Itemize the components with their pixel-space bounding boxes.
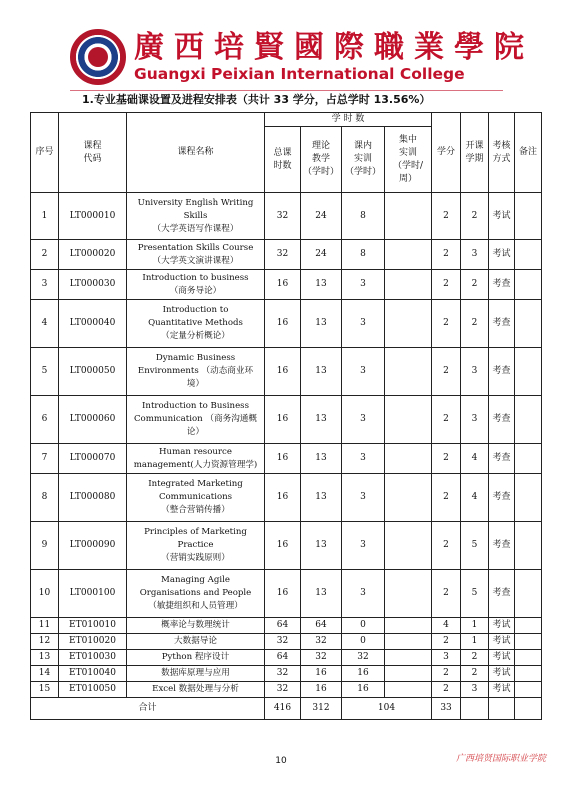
row-course-code: LT000090 [59,522,127,570]
row-semester: 3 [461,240,489,270]
row-theory-hours: 13 [301,444,342,474]
row-seq: 9 [31,522,59,570]
row-assessment: 考试 [489,650,515,666]
row-semester: 4 [461,474,489,522]
row-theory-hours: 13 [301,396,342,444]
row-assessment: 考试 [489,666,515,682]
section-title: 1.专业基础课设置及进程安排表（共计 33 学分，占总学时 13.56%） [82,93,431,106]
row-seq: 13 [31,650,59,666]
row-remarks [515,444,542,474]
row-seq: 10 [31,570,59,618]
header-hours-group: 学 时 数 [265,113,432,127]
row-seq: 1 [31,193,59,240]
table-row [31,618,542,634]
row-remarks [515,474,542,522]
row-intensive-training [385,240,432,270]
row-lab-hours: 0 [342,634,385,650]
row-course-name: Managing Agile Organisations and People （敏捷组织和人员管理） [127,570,265,618]
row-course-name: Python 程序设计 [127,650,265,666]
table-row [31,300,542,348]
table-row [31,240,542,270]
row-theory-hours: 64 [301,618,342,634]
course-schedule-table [30,112,542,720]
row-course-name: Introduction to Business Communication （商务沟通概 论） [127,396,265,444]
college-header [70,28,534,86]
row-course-code: ET010040 [59,666,127,682]
row-intensive-training [385,348,432,396]
header-remarks: 备注 [515,113,542,193]
row-total-hours: 16 [265,300,301,348]
seal-center-emblem [88,47,108,67]
college-name-chinese: 廣西培賢國際職業學院 [134,30,534,65]
row-semester: 5 [461,570,489,618]
row-seq: 15 [31,682,59,698]
row-total-hours: 32 [265,634,301,650]
row-intensive-training [385,618,432,634]
row-credits: 3 [432,650,461,666]
header-course-name: 课程名称 [127,113,265,193]
row-intensive-training [385,634,432,650]
row-remarks [515,618,542,634]
row-total-hours: 16 [265,444,301,474]
row-semester: 2 [461,666,489,682]
row-credits: 2 [432,682,461,698]
row-total-hours: 32 [265,240,301,270]
row-total-hours: 32 [265,666,301,682]
row-course-code: ET010050 [59,682,127,698]
row-semester: 3 [461,348,489,396]
table-row [31,666,542,682]
row-seq: 4 [31,300,59,348]
row-seq: 12 [31,634,59,650]
row-total-hours: 64 [265,618,301,634]
row-semester: 5 [461,522,489,570]
row-lab-hours: 3 [342,474,385,522]
row-assessment: 考查 [489,570,515,618]
row-theory-hours: 13 [301,570,342,618]
row-total-hours: 16 [265,396,301,444]
row-remarks [515,682,542,698]
row-course-name: Dynamic Business Environments （动态商业环 境） [127,348,265,396]
row-credits: 2 [432,270,461,300]
row-theory-hours: 13 [301,474,342,522]
row-seq: 5 [31,348,59,396]
row-course-code: LT000010 [59,193,127,240]
row-remarks [515,348,542,396]
row-theory-hours: 13 [301,522,342,570]
table-row [31,348,542,396]
row-lab-hours: 32 [342,650,385,666]
row-course-code: LT000030 [59,270,127,300]
header-total-hours: 总课 时数 [265,127,301,193]
total-theory-sum: 312 [301,698,342,720]
row-course-name: Principles of Marketing Practice （营销实践原则） [127,522,265,570]
row-course-code: ET010010 [59,618,127,634]
row-credits: 4 [432,618,461,634]
footer-college-mark: 广西培贤国际职业学院 [456,754,547,764]
total-lab-intensive-sum: 104 [342,698,432,720]
row-seq: 2 [31,240,59,270]
row-course-code: ET010030 [59,650,127,666]
row-semester: 1 [461,634,489,650]
row-assessment: 考查 [489,522,515,570]
row-intensive-training [385,666,432,682]
row-semester: 3 [461,682,489,698]
row-assessment: 考查 [489,444,515,474]
row-seq: 7 [31,444,59,474]
row-assessment: 考试 [489,193,515,240]
row-credits: 2 [432,300,461,348]
row-intensive-training [385,444,432,474]
table-row [31,396,542,444]
row-intensive-training [385,650,432,666]
row-theory-hours: 13 [301,270,342,300]
row-assessment: 考试 [489,634,515,650]
row-lab-hours: 0 [342,618,385,634]
course-rows [31,193,542,698]
row-lab-hours: 8 [342,193,385,240]
table-row [31,570,542,618]
row-theory-hours: 32 [301,634,342,650]
row-course-name: 数据库原理与应用 [127,666,265,682]
row-theory-hours: 24 [301,193,342,240]
row-total-hours: 32 [265,682,301,698]
row-remarks [515,240,542,270]
row-course-name: Introduction to Quantitative Methods （定量分析概论） [127,300,265,348]
row-lab-hours: 3 [342,348,385,396]
row-course-name: Presentation Skills Course （大学英文演讲课程） [127,240,265,270]
row-lab-hours: 3 [342,396,385,444]
row-remarks [515,270,542,300]
row-lab-hours: 16 [342,666,385,682]
row-credits: 2 [432,193,461,240]
row-lab-hours: 3 [342,444,385,474]
row-seq: 8 [31,474,59,522]
row-course-name: Excel 数据处理与分析 [127,682,265,698]
row-theory-hours: 13 [301,300,342,348]
row-semester: 2 [461,300,489,348]
row-assessment: 考查 [489,474,515,522]
row-total-hours: 16 [265,570,301,618]
row-remarks [515,300,542,348]
row-total-hours: 32 [265,193,301,240]
row-lab-hours: 3 [342,300,385,348]
row-assessment: 考查 [489,300,515,348]
table-row [31,474,542,522]
row-assessment: 考试 [489,618,515,634]
row-assessment: 考查 [489,270,515,300]
row-semester: 1 [461,618,489,634]
row-lab-hours: 8 [342,240,385,270]
row-remarks [515,193,542,240]
row-credits: 2 [432,570,461,618]
row-course-code: LT000050 [59,348,127,396]
row-intensive-training [385,270,432,300]
header-theory-hours: 理论 教学 （学时） [301,127,342,193]
header-divider [70,90,503,91]
row-intensive-training [385,570,432,618]
row-assessment: 考试 [489,682,515,698]
table-row [31,650,542,666]
row-lab-hours: 16 [342,682,385,698]
row-intensive-training [385,474,432,522]
row-lab-hours: 3 [342,270,385,300]
row-intensive-training [385,300,432,348]
row-semester: 2 [461,270,489,300]
row-theory-hours: 16 [301,666,342,682]
total-assessment-empty [489,698,515,720]
row-credits: 2 [432,474,461,522]
row-credits: 2 [432,348,461,396]
row-total-hours: 64 [265,650,301,666]
row-assessment: 考查 [489,396,515,444]
table-row [31,444,542,474]
total-credits-sum: 33 [432,698,461,720]
table-row [31,193,542,240]
row-credits: 2 [432,522,461,570]
row-total-hours: 16 [265,522,301,570]
row-theory-hours: 24 [301,240,342,270]
table-row [31,682,542,698]
row-credits: 2 [432,634,461,650]
row-course-code: LT000080 [59,474,127,522]
header-credits: 学分 [432,113,461,193]
row-credits: 2 [432,396,461,444]
row-course-code: LT000040 [59,300,127,348]
row-theory-hours: 16 [301,682,342,698]
row-remarks [515,522,542,570]
row-semester: 2 [461,193,489,240]
row-semester: 2 [461,650,489,666]
row-seq: 6 [31,396,59,444]
row-seq: 3 [31,270,59,300]
row-lab-hours: 3 [342,570,385,618]
row-total-hours: 16 [265,348,301,396]
row-assessment: 考试 [489,240,515,270]
table-row [31,522,542,570]
row-remarks [515,634,542,650]
row-semester: 4 [461,444,489,474]
row-theory-hours: 32 [301,650,342,666]
row-intensive-training [385,193,432,240]
row-course-name: University English Writing Skills （大学英语写作课程） [127,193,265,240]
header-semester: 开课 学期 [461,113,489,193]
header-seq: 序号 [31,113,59,193]
header-code: 课程 代码 [59,113,127,193]
row-remarks [515,650,542,666]
college-seal-logo [70,29,126,85]
row-total-hours: 16 [265,270,301,300]
row-remarks [515,666,542,682]
row-credits: 2 [432,666,461,682]
row-course-name: Introduction to business （商务导论） [127,270,265,300]
row-course-name: 概率论与数理统计 [127,618,265,634]
row-course-name: Integrated Marketing Communications （整合营销传播） [127,474,265,522]
row-remarks [515,570,542,618]
college-name-english: Guangxi Peixian International College [134,65,465,83]
row-course-code: LT000060 [59,396,127,444]
total-row [31,698,542,720]
row-total-hours: 16 [265,474,301,522]
row-intensive-training [385,682,432,698]
total-semester-empty [461,698,489,720]
row-course-code: LT000020 [59,240,127,270]
total-label: 合计 [31,698,265,720]
row-intensive-training [385,522,432,570]
total-hours-sum: 416 [265,698,301,720]
row-credits: 2 [432,240,461,270]
table-row [31,634,542,650]
row-course-code: LT000070 [59,444,127,474]
row-seq: 14 [31,666,59,682]
row-course-code: LT000100 [59,570,127,618]
table-row [31,270,542,300]
row-course-code: ET010020 [59,634,127,650]
row-assessment: 考查 [489,348,515,396]
row-theory-hours: 13 [301,348,342,396]
row-lab-hours: 3 [342,522,385,570]
header-lab-hours: 课内 实训 （学时） [342,127,385,193]
row-remarks [515,396,542,444]
row-seq: 11 [31,618,59,634]
header-intensive-training: 集中 实训 （学时/ 周） [385,127,432,193]
row-course-name: 大数据导论 [127,634,265,650]
row-semester: 3 [461,396,489,444]
row-credits: 2 [432,444,461,474]
college-name-banner [134,28,534,86]
row-course-name: Human resource management(人力资源管理学) [127,444,265,474]
header-assessment: 考核 方式 [489,113,515,193]
total-remarks-empty [515,698,542,720]
page-number: 10 [275,756,287,766]
row-intensive-training [385,396,432,444]
